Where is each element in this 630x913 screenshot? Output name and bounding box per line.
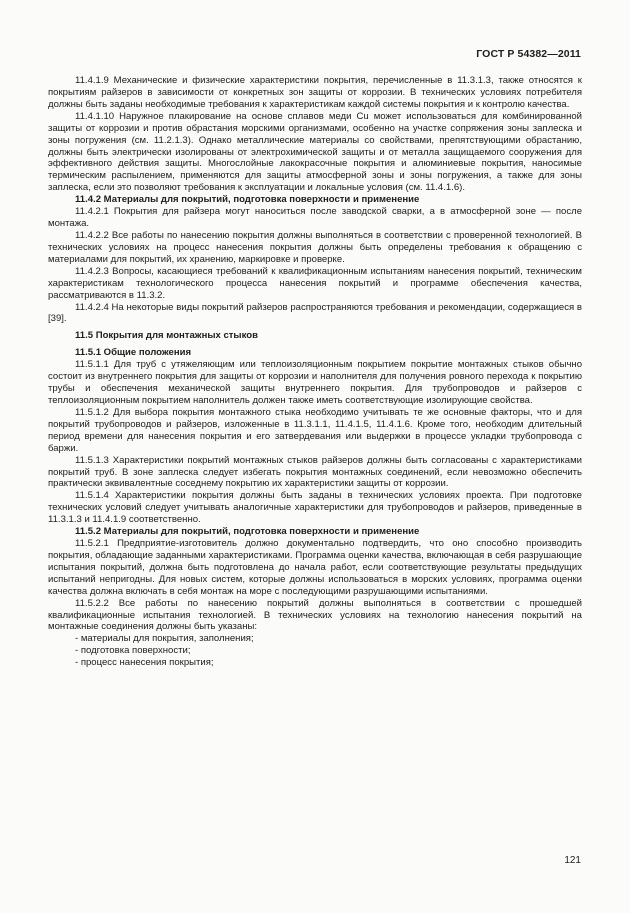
section-heading-11-5-2: 11.5.2 Материалы для покрытий, подготовка поверхности и применение xyxy=(75,526,420,538)
paragraph-11-5-1-4: 11.5.1.4 Характеристики покрытия должны быть заданы в технических условиях проекта. При подготовке технических условий следует учитывать аналогичные характеристики для трубопроводов и райзеров, приведенные в 11.3.1.3 и 11.4.1.9 соответственно. xyxy=(48,490,582,526)
paragraph-11-5-2-1: 11.5.2.1 Предприятие-изготовитель должно документально подтвердить, что оно способно производить покрытия, обладающие заданными характеристиками. Программа оценки качества, включающая в себя разрушающие испытания покрытий, должна быть подготовлена до начала работ, если соответствующие результаты предыдущих испытаний непригодны. Для новых систем, которые должны использоваться в морских условиях, программа оценки качества должна включать в себя монтаж на море с последующими разрушающими испытаниями. xyxy=(48,538,582,597)
paragraph-11-5-2-2: 11.5.2.2 Все работы по нанесению покрытий должны выполняться в соответствии с прошедшей квалификационные испытания технологией. В технических условиях на технологию нанесения покрытий на монтажные соединения должны быть указаны: xyxy=(48,597,582,633)
section-heading-11-5-1: 11.5.1 Общие положения xyxy=(75,347,192,359)
list-item: - процесс нанесения покрытия; xyxy=(75,657,214,669)
paragraph-11-4-2-4: 11.4.2.4 На некоторые виды покрытий райзеров распространяются требования и рекомендации, содержащиеся в [39]. xyxy=(48,301,582,325)
paragraph-11-4-2-2: 11.4.2.2 Все работы по нанесению покрытия должны выполняться в соответствии с проверенной технологией. В технических условиях на процесс нанесения покрытия должны быть определены требования к обращению с материалами для покрытий, их хранению, маркировке и проверке. xyxy=(48,229,582,265)
paragraph-11-5-1-2: 11.5.1.2 Для выбора покрытия монтажного стыка необходимо учитывать те же основные факторы, что и для покрытий трубопроводов и райзеров, изложенные в 11.3.1.1, 11.4.1.5, 11.4.1.6. Кроме того, необходим длительный период времени для нанесения покрытия и его затвердевания или выдержки в процессе укладки трубопровода с баржи. xyxy=(48,406,582,454)
section-heading-11-4-2: 11.4.2 Материалы для покрытий, подготовка поверхности и применение xyxy=(75,194,420,206)
list-item: - материалы для покрытия, заполнения; xyxy=(75,633,254,645)
document-body xyxy=(48,75,582,669)
paragraph-11-4-1-9: 11.4.1.9 Механические и физические характеристики покрытия, перечисленные в 11.3.1.3, также относятся к покрытиям райзеров в зависимости от конкретных зон защиты от коррозии. В технических условиях потребителя должны быть заданы необходимые требования к характеристикам каждой системы покрытия и к контролю качества. xyxy=(48,75,582,110)
paragraph-11-4-1-10: 11.4.1.10 Наружное плакирование на основе сплавов меди Cu может использоваться для комбинированной защиты от коррозии и против обрастания морскими организмами, особенно на участке сопряжения зоны заплеска и зоны погружения (см. 11.2.1.3). Однако металлические материалы со свойствами, препятствующими обрастанию, должны быть электрически изолированы от электрохимической защиты и от металла защищаемого сооружения для эффективного действия защиты. Многослойные лакокрасочные покрытия и алюминиевые покрытия, наносимые термическим распылением, применяются для защиты атмосферной зоны и зоны погружения, а также для зоны заплеска, если это позволяют требования к эксплуатации и локальные условия (см. 11.4.1.6). xyxy=(48,110,582,194)
paragraph-11-5-1-1: 11.5.1.1 Для труб с утяжеляющим или теплоизоляционным покрытием покрытие монтажных стыков обычно состоит из внутреннего покрытия для защиты от коррозии и наполнителя для получения ровного перехода к покрытию трубы и обеспечения механической защиты внутреннего покрытия. Для трубопроводов и райзеров с теплоизоляционным покрытием наполнитель должен также иметь соответствующие изолирующие свойства. xyxy=(48,359,582,406)
list-item: - подготовка поверхности; xyxy=(75,645,191,657)
paragraph-11-4-2-3: 11.4.2.3 Вопросы, касающиеся требований к квалификационным испытаниям нанесения покрытий, техническим характеристикам технологического процесса нанесения покрытий и программе обеспечения качества, рассматриваются в 11.3.2. xyxy=(48,265,582,301)
section-heading-11-5: 11.5 Покрытия для монтажных стыков xyxy=(75,330,258,342)
paragraph-11-4-2-1: 11.4.2.1 Покрытия для райзера могут наноситься после заводской сварки, а в атмосферной зоне — после монтажа. xyxy=(48,206,582,230)
paragraph-11-5-1-3: 11.5.1.3 Характеристики покрытий монтажных стыков райзеров должны быть согласованы с характеристиками покрытий труб. В зоне заплеска следует избегать покрытия монтажных соединений, если невозможно обеспечить практически эквивалентные соседнему покрытию их характеристики защиты от коррозии. xyxy=(48,454,582,490)
page-number: 121 xyxy=(564,855,581,866)
standard-header: ГОСТ Р 54382—2011 xyxy=(476,48,581,60)
